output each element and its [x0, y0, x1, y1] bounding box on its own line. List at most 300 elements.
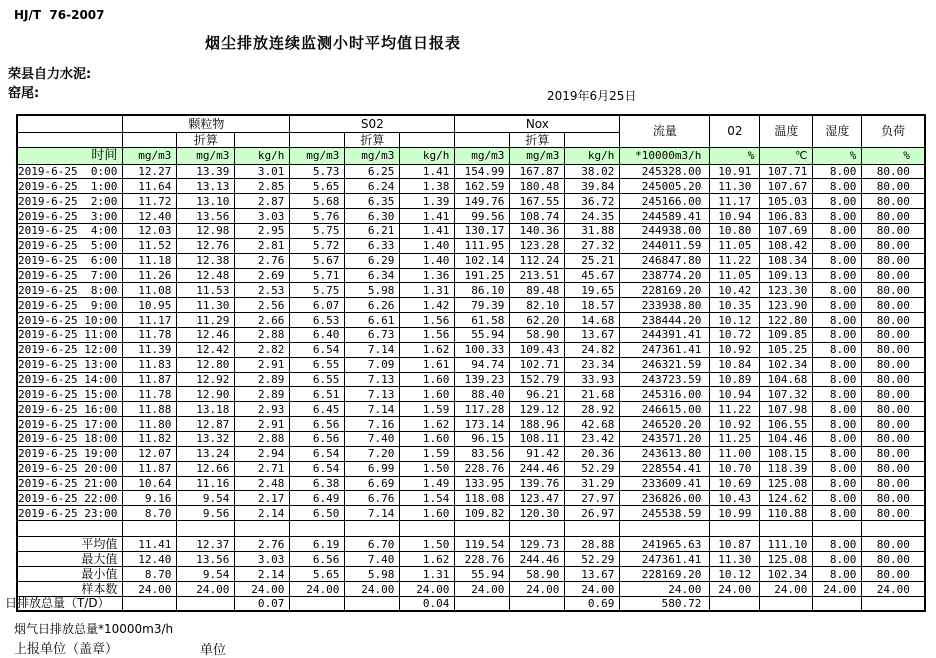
value-cell: 10.94: [710, 209, 760, 224]
value-cell: 80.00: [862, 283, 925, 298]
value-cell: 80.00: [862, 402, 925, 417]
value-cell: 24.00: [235, 582, 290, 597]
value-cell: 8.00: [813, 342, 862, 357]
value-cell: 8.00: [813, 537, 862, 552]
value-cell: 24.00: [862, 582, 925, 597]
monitor-site: 窑尾:: [8, 86, 40, 101]
value-cell: 140.36: [510, 223, 565, 238]
value-cell: 110.88: [760, 506, 813, 521]
value-cell: 6.56: [290, 552, 345, 567]
value-cell: [455, 521, 510, 537]
value-cell: 167.87: [510, 164, 565, 179]
table-row: [17, 238, 925, 253]
value-cell: 9.56: [177, 506, 235, 521]
value-cell: 129.73: [510, 537, 565, 552]
value-cell: 123.47: [510, 491, 565, 506]
value-cell: 2.95: [235, 223, 290, 238]
value-cell: 6.54: [290, 342, 345, 357]
value-cell: 1.60: [400, 387, 455, 402]
value-cell: 1.60: [400, 372, 455, 387]
value-cell: 2.88: [235, 327, 290, 342]
row-label-cell: 2019-6-25 0:00: [17, 164, 123, 179]
row-label-cell: 日排放总量（T/D）: [17, 597, 123, 611]
value-cell: 7.16: [345, 417, 400, 432]
value-cell: 5.75: [290, 283, 345, 298]
value-cell: 1.49: [400, 476, 455, 491]
nox-group-header: Nox: [455, 115, 620, 132]
value-cell: 12.40: [123, 552, 177, 567]
value-cell: mg/m3: [123, 147, 177, 164]
value-cell: 3.01: [235, 164, 290, 179]
value-cell: 2.76: [235, 537, 290, 552]
row-label-cell: 2019-6-25 3:00: [17, 209, 123, 224]
value-cell: 24.00: [620, 582, 710, 597]
table-row: [17, 387, 925, 402]
value-cell: 243613.80: [620, 446, 710, 461]
value-cell: 244011.59: [620, 238, 710, 253]
row-label-cell: 2019-6-25 20:00: [17, 461, 123, 476]
value-cell: 2.76: [235, 253, 290, 268]
value-cell: 12.03: [123, 223, 177, 238]
value-cell: 10.70: [710, 461, 760, 476]
value-cell: 108.15: [760, 446, 813, 461]
value-cell: 13.32: [177, 431, 235, 446]
value-cell: 6.07: [290, 298, 345, 313]
value-cell: 111.10: [760, 537, 813, 552]
value-cell: 8.00: [813, 431, 862, 446]
value-cell: 55.94: [455, 327, 510, 342]
value-cell: %: [862, 147, 925, 164]
value-cell: 8.00: [813, 461, 862, 476]
value-cell: 80.00: [862, 372, 925, 387]
value-cell: 8.00: [813, 238, 862, 253]
page-title: 烟尘排放连续监测小时平均值日报表: [205, 34, 462, 52]
load-header: 负荷: [862, 115, 925, 147]
value-cell: 14.68: [565, 313, 620, 328]
value-cell: ℃: [760, 147, 813, 164]
row-label-cell: 2019-6-25 17:00: [17, 417, 123, 432]
value-cell: 245005.20: [620, 179, 710, 194]
value-cell: 13.39: [177, 164, 235, 179]
value-cell: 33.93: [565, 372, 620, 387]
value-cell: 6.34: [345, 268, 400, 283]
value-cell: [455, 597, 510, 611]
value-cell: [123, 597, 177, 611]
row-label-cell: 2019-6-25 2:00: [17, 194, 123, 209]
value-cell: 11.72: [123, 194, 177, 209]
value-cell: 6.40: [290, 327, 345, 342]
value-cell: 173.14: [455, 417, 510, 432]
value-cell: 55.94: [455, 567, 510, 582]
value-cell: 6.51: [290, 387, 345, 402]
value-cell: 45.67: [565, 268, 620, 283]
value-cell: mg/m3: [510, 147, 565, 164]
value-cell: 2.53: [235, 283, 290, 298]
value-cell: 243571.20: [620, 431, 710, 446]
value-cell: 10.94: [710, 387, 760, 402]
value-cell: 2.94: [235, 446, 290, 461]
value-cell: 80.00: [862, 342, 925, 357]
value-cell: 108.11: [510, 431, 565, 446]
value-cell: 8.00: [813, 327, 862, 342]
value-cell: 5.98: [345, 283, 400, 298]
value-cell: 58.90: [510, 567, 565, 582]
value-cell: 118.39: [760, 461, 813, 476]
value-cell: [760, 597, 813, 611]
value-cell: 107.69: [760, 223, 813, 238]
value-cell: 39.84: [565, 179, 620, 194]
value-cell: 162.59: [455, 179, 510, 194]
value-cell: 105.25: [760, 342, 813, 357]
value-cell: [565, 521, 620, 537]
value-cell: 1.31: [400, 567, 455, 582]
row-label-cell: 最大值: [17, 552, 123, 567]
pm-group-header: 颗粒物: [123, 115, 290, 132]
value-cell: 2.14: [235, 506, 290, 521]
row-label-cell: 2019-6-25 8:00: [17, 283, 123, 298]
value-cell: 11.87: [123, 461, 177, 476]
value-cell: 233938.80: [620, 298, 710, 313]
value-cell: 245538.59: [620, 506, 710, 521]
value-cell: 1.56: [400, 313, 455, 328]
value-cell: 83.56: [455, 446, 510, 461]
value-cell: 11.22: [710, 253, 760, 268]
value-cell: 8.00: [813, 491, 862, 506]
value-cell: 2.87: [235, 194, 290, 209]
value-cell: 6.38: [290, 476, 345, 491]
value-cell: 24.00: [345, 582, 400, 597]
value-cell: 10.92: [710, 342, 760, 357]
value-cell: 80.00: [862, 537, 925, 552]
value-cell: 12.76: [177, 238, 235, 253]
value-cell: 12.37: [177, 537, 235, 552]
value-cell: 24.00: [813, 582, 862, 597]
so2-converted-label: 折算: [345, 132, 400, 147]
reporting-unit-label: 上报单位（盖章）: [14, 642, 119, 657]
value-cell: [813, 521, 862, 537]
table-row: [17, 283, 925, 298]
value-cell: %: [813, 147, 862, 164]
flow-header: 流量: [620, 115, 710, 147]
value-cell: *10000m3/h: [620, 147, 710, 164]
value-cell: 6.55: [290, 372, 345, 387]
group-header-row: [17, 115, 925, 132]
value-cell: 13.67: [565, 327, 620, 342]
value-cell: 12.42: [177, 342, 235, 357]
value-cell: 9.16: [123, 491, 177, 506]
value-cell: 13.56: [177, 209, 235, 224]
value-cell: 6.30: [345, 209, 400, 224]
value-cell: 8.70: [123, 506, 177, 521]
table-row: [17, 417, 925, 432]
value-cell: 122.80: [760, 313, 813, 328]
value-cell: 0.69: [565, 597, 620, 611]
value-cell: 125.08: [760, 476, 813, 491]
value-cell: 12.66: [177, 461, 235, 476]
value-cell: 123.90: [760, 298, 813, 313]
value-cell: 8.00: [813, 253, 862, 268]
value-cell: 6.26: [345, 298, 400, 313]
value-cell: 111.95: [455, 238, 510, 253]
value-cell: 0.04: [400, 597, 455, 611]
summary-row: [17, 582, 925, 597]
table-row: [17, 431, 925, 446]
value-cell: mg/m3: [177, 147, 235, 164]
value-cell: 24.00: [123, 582, 177, 597]
value-cell: 180.48: [510, 179, 565, 194]
value-cell: 11.87: [123, 372, 177, 387]
value-cell: 102.14: [455, 253, 510, 268]
value-cell: 2.17: [235, 491, 290, 506]
value-cell: 108.42: [760, 238, 813, 253]
unit-label: 单位: [200, 643, 227, 658]
value-cell: 80.00: [862, 223, 925, 238]
table-row: [17, 461, 925, 476]
value-cell: 1.61: [400, 357, 455, 372]
value-cell: 2.66: [235, 313, 290, 328]
value-cell: 8.00: [813, 223, 862, 238]
value-cell: 2.56: [235, 298, 290, 313]
value-cell: 2.48: [235, 476, 290, 491]
value-cell: 80.00: [862, 194, 925, 209]
value-cell: 12.27: [123, 164, 177, 179]
value-cell: 80.00: [862, 567, 925, 582]
value-cell: 10.64: [123, 476, 177, 491]
value-cell: 10.91: [710, 164, 760, 179]
value-cell: [760, 521, 813, 537]
value-cell: 5.68: [290, 194, 345, 209]
value-cell: [862, 521, 925, 537]
value-cell: 11.30: [177, 298, 235, 313]
value-cell: 8.00: [813, 268, 862, 283]
row-label-cell: 2019-6-25 16:00: [17, 402, 123, 417]
value-cell: 12.40: [123, 209, 177, 224]
value-cell: 245328.00: [620, 164, 710, 179]
value-cell: 106.83: [760, 209, 813, 224]
value-cell: 233609.41: [620, 476, 710, 491]
value-cell: 3.03: [235, 552, 290, 567]
table-body: [5, 115, 925, 611]
value-cell: 247361.41: [620, 342, 710, 357]
value-cell: 96.15: [455, 431, 510, 446]
value-cell: 6.54: [290, 461, 345, 476]
value-cell: 80.00: [862, 313, 925, 328]
value-cell: 246520.20: [620, 417, 710, 432]
value-cell: 6.21: [345, 223, 400, 238]
value-cell: 13.10: [177, 194, 235, 209]
value-cell: 102.71: [510, 357, 565, 372]
value-cell: 244938.00: [620, 223, 710, 238]
table-row: [17, 298, 925, 313]
value-cell: 42.68: [565, 417, 620, 432]
value-cell: 8.00: [813, 357, 862, 372]
value-cell: 1.38: [400, 179, 455, 194]
value-cell: 2.82: [235, 342, 290, 357]
table-row: [17, 164, 925, 179]
table-row: [17, 506, 925, 521]
value-cell: 107.98: [760, 402, 813, 417]
value-cell: 13.56: [177, 552, 235, 567]
row-label-cell: 2019-6-25 5:00: [17, 238, 123, 253]
value-cell: 80.00: [862, 387, 925, 402]
value-cell: 8.00: [813, 476, 862, 491]
value-cell: 8.00: [813, 417, 862, 432]
value-cell: 8.00: [813, 179, 862, 194]
value-cell: 58.90: [510, 327, 565, 342]
spacer-row: [17, 521, 925, 537]
value-cell: 213.51: [510, 268, 565, 283]
value-cell: 228.76: [455, 461, 510, 476]
value-cell: 12.80: [177, 357, 235, 372]
value-cell: 6.73: [345, 327, 400, 342]
value-cell: 129.12: [510, 402, 565, 417]
value-cell: 7.14: [345, 506, 400, 521]
value-cell: 2.88: [235, 431, 290, 446]
value-cell: 6.70: [345, 537, 400, 552]
value-cell: 10.80: [710, 223, 760, 238]
value-cell: mg/m3: [345, 147, 400, 164]
value-cell: 11.22: [710, 402, 760, 417]
value-cell: 228169.20: [620, 283, 710, 298]
value-cell: 2.69: [235, 268, 290, 283]
value-cell: 11.82: [123, 431, 177, 446]
value-cell: 28.88: [565, 537, 620, 552]
value-cell: 24.00: [290, 582, 345, 597]
value-cell: 10.95: [123, 298, 177, 313]
o2-header: 02: [710, 115, 760, 147]
value-cell: 1.59: [400, 446, 455, 461]
value-cell: 31.29: [565, 476, 620, 491]
value-cell: 154.99: [455, 164, 510, 179]
value-cell: 8.00: [813, 567, 862, 582]
table-row: [17, 446, 925, 461]
value-cell: 228169.20: [620, 567, 710, 582]
value-cell: mg/m3: [290, 147, 345, 164]
value-cell: kg/h: [400, 147, 455, 164]
value-cell: 11.08: [123, 283, 177, 298]
nox-converted-label: 折算: [510, 132, 565, 147]
value-cell: 52.29: [565, 552, 620, 567]
value-cell: 11.53: [177, 283, 235, 298]
value-cell: 1.50: [400, 461, 455, 476]
table-row: [17, 268, 925, 283]
value-cell: 7.13: [345, 372, 400, 387]
value-cell: 13.13: [177, 179, 235, 194]
value-cell: 2.85: [235, 179, 290, 194]
value-cell: 11.17: [123, 313, 177, 328]
value-cell: 23.42: [565, 431, 620, 446]
value-cell: 10.35: [710, 298, 760, 313]
value-cell: 6.49: [290, 491, 345, 506]
value-cell: 8.00: [813, 446, 862, 461]
value-cell: 107.71: [760, 164, 813, 179]
value-cell: 86.10: [455, 283, 510, 298]
value-cell: 117.28: [455, 402, 510, 417]
value-cell: 109.85: [760, 327, 813, 342]
row-label-cell: 2019-6-25 4:00: [17, 223, 123, 238]
value-cell: kg/h: [235, 147, 290, 164]
value-cell: 9.54: [177, 567, 235, 582]
row-label-cell: 2019-6-25 1:00: [17, 179, 123, 194]
value-cell: 24.00: [710, 582, 760, 597]
value-cell: 6.99: [345, 461, 400, 476]
row-label-cell: 2019-6-25 13:00: [17, 357, 123, 372]
value-cell: 245166.00: [620, 194, 710, 209]
value-cell: 6.24: [345, 179, 400, 194]
value-cell: 38.02: [565, 164, 620, 179]
humidity-header: 湿度: [813, 115, 862, 147]
value-cell: 7.40: [345, 431, 400, 446]
value-cell: 11.05: [710, 238, 760, 253]
value-cell: 8.00: [813, 372, 862, 387]
value-cell: 124.62: [760, 491, 813, 506]
value-cell: 10.84: [710, 357, 760, 372]
summary-row: [17, 552, 925, 567]
value-cell: 8.00: [813, 552, 862, 567]
value-cell: 12.87: [177, 417, 235, 432]
value-cell: 23.34: [565, 357, 620, 372]
value-cell: 1.39: [400, 194, 455, 209]
value-cell: 1.42: [400, 298, 455, 313]
value-cell: 139.76: [510, 476, 565, 491]
value-cell: 243723.59: [620, 372, 710, 387]
row-label-cell: 2019-6-25 9:00: [17, 298, 123, 313]
value-cell: 123.30: [760, 283, 813, 298]
value-cell: 36.72: [565, 194, 620, 209]
value-cell: 13.67: [565, 567, 620, 582]
value-cell: 10.43: [710, 491, 760, 506]
value-cell: 191.25: [455, 268, 510, 283]
value-cell: 5.72: [290, 238, 345, 253]
value-cell: 580.72: [620, 597, 710, 611]
value-cell: 2.91: [235, 357, 290, 372]
value-cell: [177, 597, 235, 611]
value-cell: 109.43: [510, 342, 565, 357]
value-cell: 9.54: [177, 491, 235, 506]
value-cell: 107.67: [760, 179, 813, 194]
value-cell: 6.53: [290, 313, 345, 328]
table-row: [17, 223, 925, 238]
row-label-cell: 2019-6-25 22:00: [17, 491, 123, 506]
value-cell: 11.26: [123, 268, 177, 283]
table-row: [17, 194, 925, 209]
value-cell: 7.14: [345, 402, 400, 417]
value-cell: 10.12: [710, 313, 760, 328]
value-cell: 24.82: [565, 342, 620, 357]
value-cell: 11.30: [710, 179, 760, 194]
value-cell: 228.76: [455, 552, 510, 567]
value-cell: 11.78: [123, 327, 177, 342]
value-cell: 80.00: [862, 268, 925, 283]
value-cell: 1.56: [400, 327, 455, 342]
value-cell: 5.73: [290, 164, 345, 179]
value-cell: 6.61: [345, 313, 400, 328]
value-cell: 62.20: [510, 313, 565, 328]
value-cell: 8.00: [813, 387, 862, 402]
value-cell: 7.20: [345, 446, 400, 461]
row-label-cell: 2019-6-25 11:00: [17, 327, 123, 342]
row-label-cell: 平均值: [17, 537, 123, 552]
value-cell: 2.14: [235, 567, 290, 582]
value-cell: [510, 597, 565, 611]
value-cell: 1.60: [400, 431, 455, 446]
value-cell: 26.97: [565, 506, 620, 521]
value-cell: 94.74: [455, 357, 510, 372]
value-cell: [813, 597, 862, 611]
value-cell: kg/h: [565, 147, 620, 164]
value-cell: 6.25: [345, 164, 400, 179]
value-cell: 61.58: [455, 313, 510, 328]
